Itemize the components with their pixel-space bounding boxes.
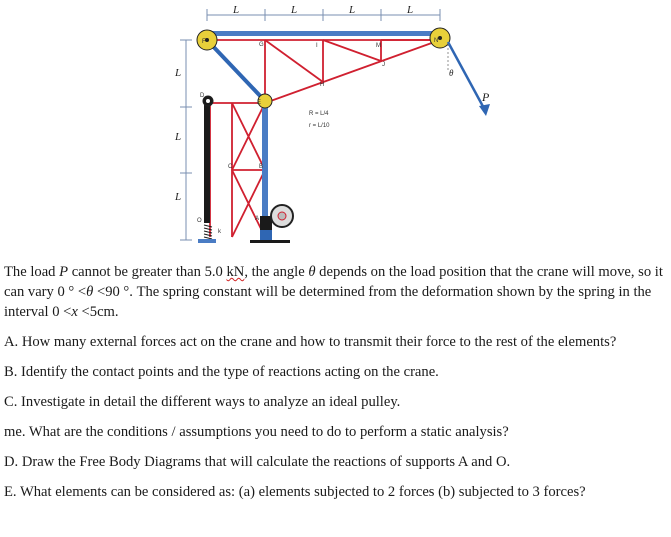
intro-unit-kN: kN	[226, 264, 245, 280]
dim-label-side-2: L	[174, 131, 182, 143]
node-E: E	[257, 100, 262, 106]
dim-label-side-1: L	[174, 67, 182, 79]
top-chord	[207, 31, 440, 36]
node-B: B	[259, 164, 264, 170]
intro-part-2: cannot be greater than 5.0	[68, 264, 227, 280]
intro-part-3: , the angle	[244, 264, 309, 280]
question-C: C. Investigate in detail the different ways to analyze an ideal pulley.	[4, 394, 401, 410]
load-cable	[448, 42, 486, 112]
note-r: r = L/10	[309, 123, 330, 129]
node-D: D	[200, 93, 205, 99]
intro-part-4: depends on the load position that the crane will move, so it can vary 0 ° <	[4, 264, 663, 300]
dim-label-top-1: L	[232, 4, 240, 16]
intro-part-6: <5cm.	[77, 304, 119, 320]
pin-D-center	[206, 99, 210, 103]
node-H: H	[320, 82, 325, 88]
intro-symbol-x: x	[71, 304, 78, 320]
left-column	[204, 103, 210, 223]
load-label: P	[482, 90, 490, 104]
node-k: k	[218, 229, 221, 235]
crane-figure	[0, 0, 671, 262]
theta-label: θ	[449, 68, 454, 78]
node-N: N	[434, 38, 439, 44]
wheel-hub	[278, 212, 286, 220]
intro-symbol-P: P	[59, 264, 69, 280]
node-F: F	[202, 39, 206, 45]
load-arrow	[479, 104, 490, 116]
node-O: O	[197, 218, 202, 224]
dim-label-top-3: L	[348, 4, 356, 16]
dim-label-side-3: L	[174, 191, 182, 203]
node-C: C	[228, 164, 233, 170]
problem-text	[4, 262, 666, 502]
question-A: A. How many external forces act on the crane and how to transmit their force to the rest of the elements?	[4, 334, 617, 350]
top-dimension	[207, 4, 440, 21]
ground-line	[250, 240, 290, 243]
question-B: B. Identify the contact points and the type of reactions acting on the crane.	[4, 364, 439, 380]
intro-part-5: <90 °. The spring constant will be determined from the deformation shown by the spring in the interval 0 <	[4, 284, 652, 320]
pulley-N-center	[438, 36, 442, 40]
support-A-base	[260, 230, 272, 240]
side-dimension	[174, 40, 192, 240]
question-E: E. What elements can be considered as: (a) elements subjected to 2 forces (b) subjected to 3 forces?	[4, 484, 586, 500]
note-R: R = L/4	[309, 111, 329, 117]
dim-label-top-4: L	[406, 4, 414, 16]
node-M: M	[376, 43, 381, 49]
intro-paragraph	[4, 262, 666, 322]
node-A: A	[255, 216, 260, 222]
node-I: I	[316, 43, 318, 49]
node-G: G	[259, 42, 264, 48]
question-me: me. What are the conditions / assumptions you need to do to perform a static analysis?	[4, 424, 509, 440]
strut-FE	[207, 40, 265, 101]
intro-symbol-theta-2: θ	[86, 284, 94, 300]
dim-label-top-2: L	[290, 4, 298, 16]
truss-members	[207, 40, 440, 237]
question-D: D. Draw the Free Body Diagrams that will calculate the reactions of supports A and O.	[4, 454, 511, 470]
node-J: J	[382, 62, 385, 68]
intro-symbol-theta: θ	[308, 264, 316, 280]
intro-part-1: The load	[4, 264, 60, 280]
spring-base	[198, 239, 216, 243]
